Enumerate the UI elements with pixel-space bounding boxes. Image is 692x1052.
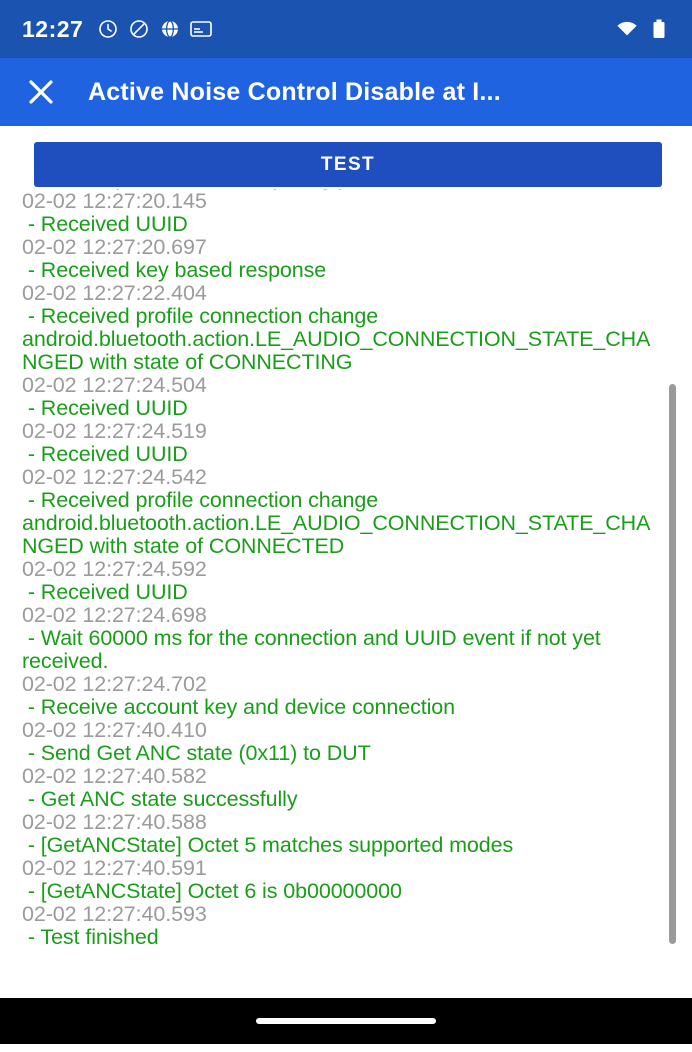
- log-message: - [GetANCState] Octet 5 matches supported modes: [22, 833, 514, 857]
- log-timestamp: 02-02 12:27:24.592: [22, 557, 207, 581]
- battery-icon: [648, 18, 670, 40]
- log-output[interactable]: [12, 189, 682, 979]
- log-timestamp: 02-02 12:27:40.593: [22, 902, 207, 926]
- status-bar: [0, 0, 692, 58]
- wifi-icon: [616, 18, 638, 40]
- test-button[interactable]: TEST: [34, 142, 662, 187]
- status-notification-icons: [97, 18, 212, 40]
- log-timestamp: 02-02 12:27:24.702: [22, 672, 207, 696]
- log-timestamp: 02-02 12:27:40.410: [22, 718, 207, 742]
- log-message: - Receive account key and device connection: [22, 695, 456, 719]
- bottom-padding: [0, 1044, 692, 1052]
- log-message: - Test finished: [22, 925, 159, 949]
- log-message: - Received key based response: [22, 258, 327, 282]
- log-timestamp: 02-02 12:27:24.504: [22, 373, 207, 397]
- page-title: Active Noise Control Disable at I...: [88, 77, 501, 106]
- log-timestamp: 02-02 12:27:40.588: [22, 810, 207, 834]
- globe-icon: [159, 18, 181, 40]
- log-message: - Received profile connection change android.bluetooth.action.LE_AUDIO_CONNECTION_STATE_CHANGED with state of CONNECTED: [22, 488, 651, 558]
- status-clock: 12:27: [22, 15, 84, 42]
- log-timestamp: 02-02 12:27:40.591: [22, 856, 207, 880]
- log-list: [22, 189, 660, 949]
- log-message: - Received profile connection change android.bluetooth.action.LE_AUDIO_CONNECTION_STATE_CHANGED with state of CONNECTING: [22, 304, 651, 374]
- log-scrollbar-thumb[interactable]: [669, 384, 676, 944]
- log-timestamp: 02-02 12:27:24.542: [22, 465, 207, 489]
- system-navigation-bar: [0, 998, 692, 1044]
- log-timestamp: 02-02 12:27:20.697: [22, 235, 207, 259]
- main-content: [0, 126, 692, 998]
- card-icon: [190, 18, 212, 40]
- do-not-disturb-icon: [128, 18, 150, 40]
- app-bar: [0, 58, 692, 126]
- log-timestamp: 02-02 12:27:22.404: [22, 281, 207, 305]
- status-system-icons: [616, 18, 670, 40]
- log-timestamp: 02-02 12:27:40.582: [22, 764, 207, 788]
- home-gesture-handle[interactable]: [256, 1018, 436, 1024]
- log-message: - Send Get ANC state (0x11) to DUT: [22, 741, 371, 765]
- log-timestamp: 02-02 12:27:24.698: [22, 603, 207, 627]
- log-message: - Get ANC state successfully: [22, 787, 298, 811]
- log-message: - Received UUID: [22, 396, 188, 420]
- log-message: - Received UUID: [22, 580, 188, 604]
- log-timestamp: 02-02 12:27:20.145: [22, 189, 207, 213]
- close-icon[interactable]: [22, 73, 60, 111]
- log-scrollbar[interactable]: [669, 189, 676, 979]
- log-message: - Received UUID: [22, 442, 188, 466]
- log-message: - Wait 60000 ms for the connection and UUID event if not yet received.: [22, 626, 607, 673]
- log-message: - [GetANCState] Octet 6 is 0b00000000: [22, 879, 402, 903]
- log-message: - Received UUID: [22, 212, 188, 236]
- log-timestamp: 02-02 12:27:24.519: [22, 419, 207, 443]
- test-button-container: [12, 126, 682, 187]
- clock-icon: [97, 18, 119, 40]
